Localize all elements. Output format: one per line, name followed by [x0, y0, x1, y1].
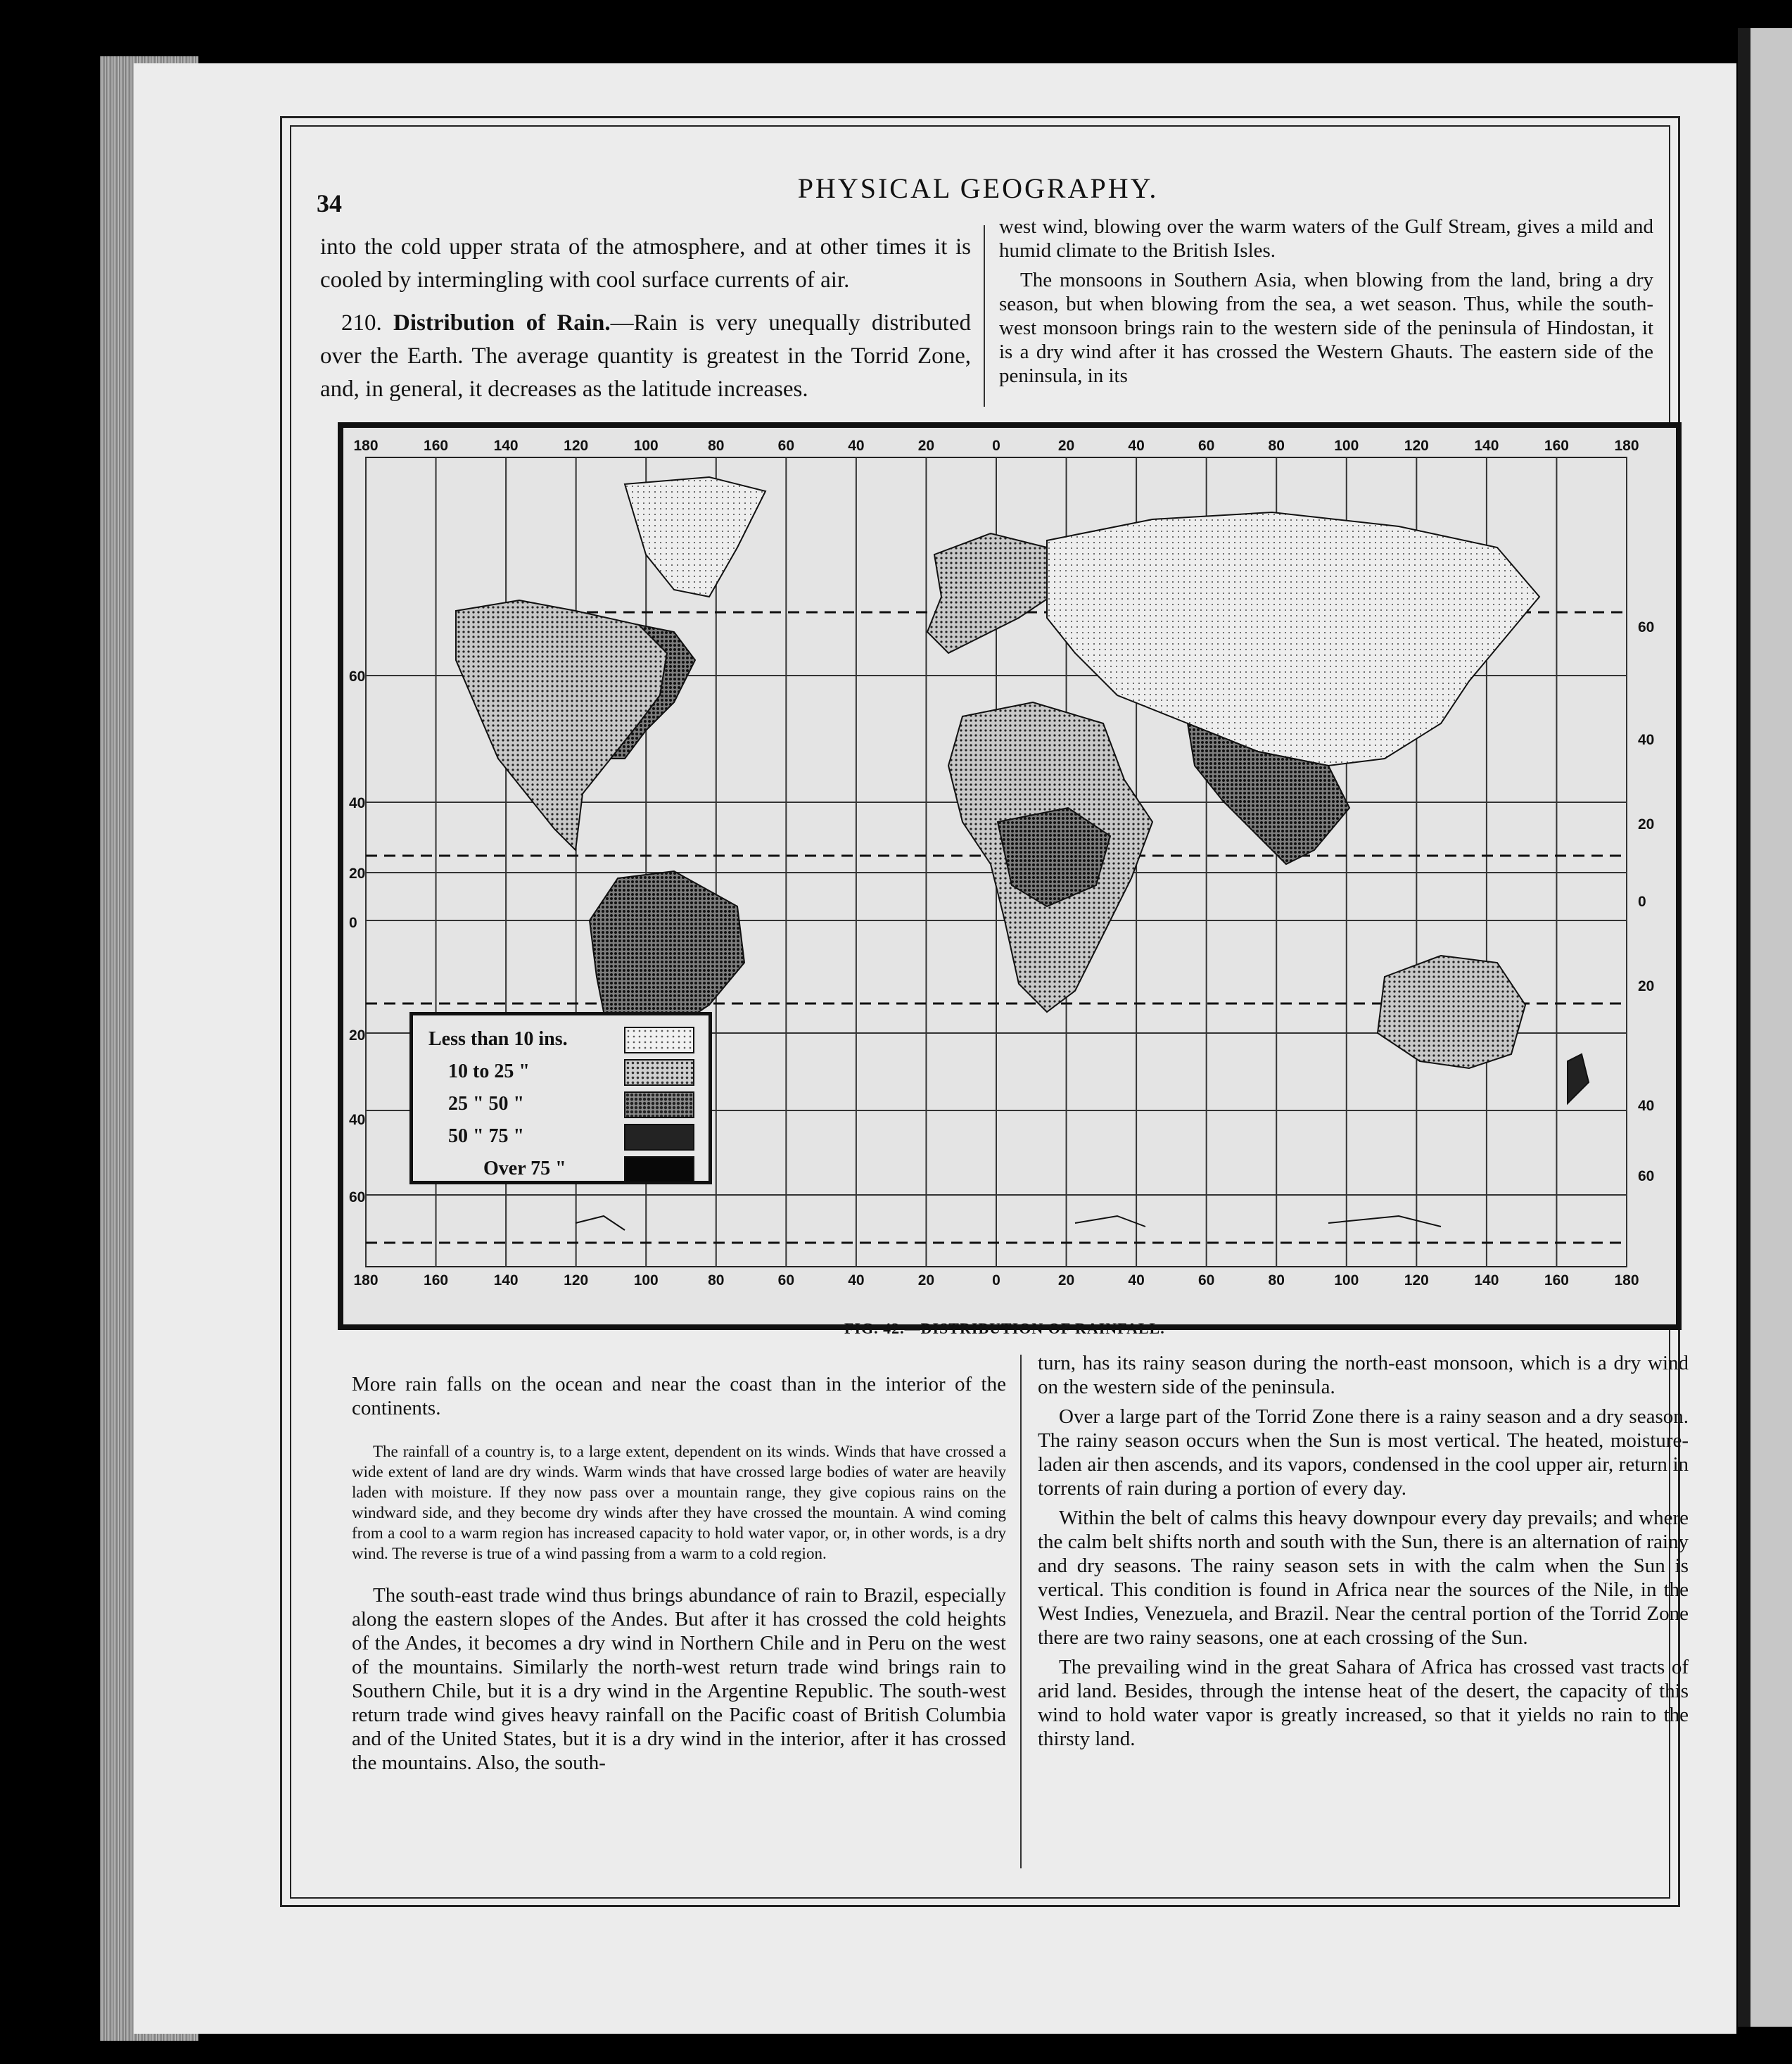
longitude-label: 120 [1404, 1272, 1429, 1289]
latitude-label: 60 [1638, 1168, 1655, 1184]
paragraph: into the cold upper strata of the atmosphere, and at other times it is cooled by intermingling with cool surface currents of air. [320, 234, 971, 293]
top-right-column [999, 215, 1653, 388]
longitude-label: 60 [1197, 1272, 1215, 1289]
legend-swatch [624, 1156, 694, 1183]
longitude-label: 60 [777, 438, 795, 454]
latitude-label: 60 [349, 1189, 366, 1205]
paragraph: The prevailing wind in the great Sahara of Africa has crossed vast tracts of arid land. Besides, through the intense heat of the desert, the capacity of this wind to hold water vapor is greatly increased, so that it yields no rain to the thirsty land. [1038, 1656, 1689, 1750]
section-heading: Distribution of Rain. [393, 310, 611, 336]
longitude-label: 140 [1474, 1272, 1499, 1289]
column-rule [1020, 1355, 1022, 1868]
longitude-label: 180 [1614, 1272, 1639, 1289]
next-page-edge [1750, 28, 1792, 2027]
longitude-label: 120 [564, 1272, 589, 1289]
longitude-label: 100 [633, 438, 659, 454]
latitude-label: 40 [349, 795, 366, 811]
longitude-label: 20 [1057, 438, 1075, 454]
longitude-label: 0 [992, 1272, 1000, 1289]
paragraph: Over a large part of the Torrid Zone there is a rainy season and a dry season. The rainy season occurs when the Sun is most vertical. The heated, moisture-laden air then ascends, and its vapors, condensed in the cool upper air, return in torrents of rain during a portion of every day. [1038, 1405, 1689, 1500]
longitude-label: 60 [1197, 438, 1215, 454]
longitude-label: 80 [1268, 1272, 1285, 1289]
bottom-left-column [352, 1372, 1006, 1775]
paragraph: west wind, blowing over the warm waters of the Gulf Stream, gives a mild and humid climate to the British Isles. [999, 215, 1653, 262]
section-210 [320, 307, 971, 406]
longitude-label: 180 [353, 438, 379, 454]
longitude-label: 160 [424, 438, 449, 454]
legend-swatch [624, 1027, 694, 1053]
bottom-right-column [1038, 1351, 1689, 1751]
column-rule [984, 225, 985, 407]
latitude-label: 40 [1638, 1098, 1655, 1114]
longitude-label: 80 [1268, 438, 1285, 454]
page-number: 34 [317, 189, 342, 217]
figure-caption: FIG. 42.—DISTRIBUTION OF RAINFALL. [844, 1319, 1165, 1337]
top-left-column [320, 231, 971, 406]
latitude-label: 20 [1638, 816, 1655, 832]
longitude-label: 180 [1614, 438, 1639, 454]
longitude-label: 100 [633, 1272, 659, 1289]
longitude-label: 0 [992, 438, 1000, 454]
paragraph: —Rain is very unequally distributed over the Earth. The average quantity is greatest in the Torrid Zone, and, in general, it decreases as the latitude increases. [320, 310, 972, 402]
longitude-label: 180 [353, 1272, 379, 1289]
longitude-label: 160 [424, 1272, 449, 1289]
longitude-label: 40 [848, 438, 865, 454]
longitude-label: 140 [493, 1272, 519, 1289]
map-legend [409, 1012, 712, 1184]
legend-row [413, 1121, 708, 1152]
latitude-label: 40 [349, 1112, 366, 1128]
longitude-label: 80 [708, 438, 725, 454]
latitude-label: 20 [349, 1027, 366, 1044]
longitude-label: 20 [917, 1272, 935, 1289]
longitude-label: 160 [1544, 438, 1569, 454]
legend-row [413, 1024, 708, 1055]
legend-row [413, 1056, 708, 1087]
paragraph: The monsoons in Southern Asia, when blowing from the land, bring a dry season, but when blowing from the sea, a wet season. Thus, while the south-west monsoon brings rain to the western side of the peninsula of Hindostan, it is a dry wind after it has crossed the Western Ghauts. The eastern side of the peninsula, in its [999, 269, 1653, 387]
legend-swatch [624, 1091, 694, 1118]
longitude-label: 80 [708, 1272, 725, 1289]
longitude-label: 40 [848, 1272, 865, 1289]
longitude-label: 40 [1128, 1272, 1145, 1289]
legend-label: Over 75 " [483, 1158, 566, 1179]
small-print-paragraph: The rainfall of a country is, to a large extent, dependent on its winds. Winds that have crossed a wide extent of land are dry winds. Warm winds that have crossed large bodies of water are heavily laden with moisture. If they now pass over a mountain range, they give copious rains on the windward side, and they become dry winds after they have crossed the mountain. A wind coming from a cool to a warm region has increased capacity to hold water vapor, or, in other words, is a dry wind. The reverse is true of a wind passing from a warm to a cold region. [352, 1443, 1006, 1562]
legend-label: 50 " 75 " [448, 1125, 525, 1147]
running-head [303, 169, 1653, 217]
latitude-label: 0 [349, 915, 357, 931]
longitude-label: 60 [777, 1272, 795, 1289]
latitude-label: 60 [349, 669, 366, 685]
longitude-label: 120 [1404, 438, 1429, 454]
latitude-label: 60 [1638, 619, 1655, 635]
legend-label: 25 " 50 " [448, 1093, 525, 1115]
latitude-label: 0 [1638, 894, 1646, 910]
legend-swatch [624, 1059, 694, 1086]
longitude-label: 100 [1334, 1272, 1359, 1289]
legend-row [413, 1153, 708, 1184]
rainfall-map [343, 428, 1676, 1324]
legend-label: Less than 10 ins. [428, 1028, 568, 1050]
longitude-label: 160 [1544, 1272, 1569, 1289]
longitude-label: 140 [493, 438, 519, 454]
latitude-label: 20 [349, 866, 366, 882]
legend-swatch [624, 1124, 694, 1151]
longitude-label: 40 [1128, 438, 1145, 454]
section-number: 210. [341, 310, 382, 336]
paragraph: turn, has its rainy season during the north-east monsoon, which is a dry wind on the western side of the peninsula. [1038, 1352, 1689, 1398]
legend-label: 10 to 25 " [448, 1061, 530, 1082]
longitude-label: 120 [564, 438, 589, 454]
longitude-label: 100 [1334, 438, 1359, 454]
paragraph: More rain falls on the ocean and near the coast than in the interior of the continents. [352, 1373, 1006, 1419]
longitude-label: 140 [1474, 438, 1499, 454]
longitude-label: 20 [1057, 1272, 1075, 1289]
legend-row [413, 1089, 708, 1120]
paragraph: The south-east trade wind thus brings abundance of rain to Brazil, especially along the eastern slopes of the Andes. But after it has crossed the cold heights of the Andes, it becomes a dry wind in Northern Chile and in Peru on the west of the mountains. Similarly the north-west return trade wind brings rain to Southern Chile, but it is a dry wind in the Argentine Republic. The south-west return trade wind gives heavy rainfall on the Pacific coast of British Columbia and of the United States, but it is a dry wind in the interior, after it has crossed the mountains. Also, the south- [352, 1584, 1006, 1774]
paragraph: Within the belt of calms this heavy downpour every day prevails; and where the calm belt shifts north and south with the Sun, there is an alternation of rainy and dry seasons. The rainy season sets in with the calm when the Sun is vertical. This condition is found in Africa near the sources of the Nile, in the West Indies, Venezuela, and Brazil. Near the central portion of the Torrid Zone there are two rainy seasons, one at each crossing of the Sun. [1038, 1507, 1689, 1649]
longitude-label: 20 [917, 438, 935, 454]
latitude-label: 40 [1638, 732, 1655, 748]
latitude-label: 20 [1638, 978, 1655, 994]
page-title: PHYSICAL GEOGRAPHY. [797, 172, 1159, 204]
